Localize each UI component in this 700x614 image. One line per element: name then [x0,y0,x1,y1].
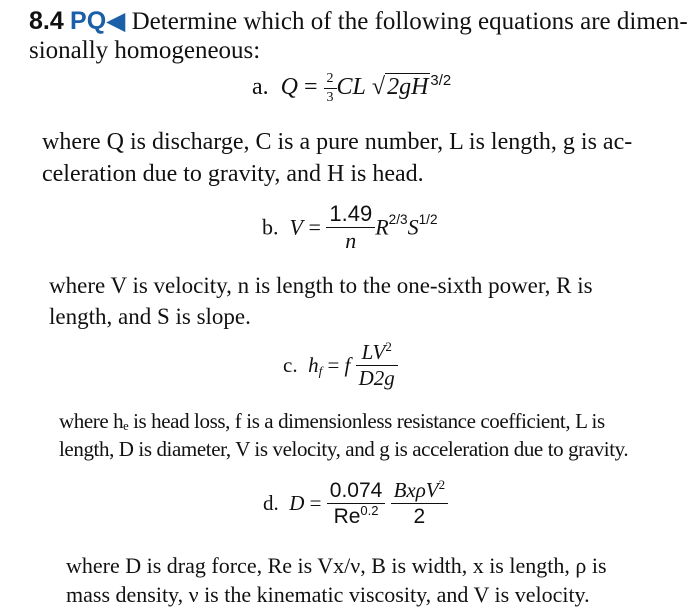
equals-sign: = [308,214,321,240]
where-line: where V is velocity, n is length to the one-sixth power, R is [49,273,593,298]
where-line: where hₑ is head loss, f is a dimensionless resistance coefficient, L is [59,409,605,433]
where-line: length, and S is slope. [49,304,251,329]
equation-d-label: d. [263,491,279,515]
equation-d-fraction-2 [391,477,449,528]
sqrt-icon: √ [371,74,386,101]
fraction-denominator: n [345,228,357,253]
equation-b-where [49,270,593,332]
fraction-numerator: 1.49 [326,203,375,228]
where-line: where D is drag force, Re is Vx/ν, B is width, x is length, ρ is [66,553,607,578]
fraction-denominator: D2g [358,366,395,390]
equation-a-exponent: 3/2 [430,73,452,90]
heading-line-2-row [29,38,260,63]
heading-line-1: Determine which of the following equations are dimen- [131,8,688,35]
equation-d-fraction-1 [327,480,386,527]
equation-c-lhs-sub: f [318,363,323,379]
coef-denominator: 3 [326,90,334,105]
equation-b-fraction [326,203,375,252]
numerator-text: LV [361,340,386,364]
where-line: celeration due to gravity, and H is head. [42,161,424,187]
numerator-text: BxρV [393,478,439,502]
equation-a-label: a. [252,74,269,101]
equals-sign: = [309,491,322,515]
problem-number: 8.4 [29,7,64,35]
fraction-denominator [327,504,386,527]
equation-b-var2: S [407,214,419,240]
fraction-denominator: 2 [413,505,426,528]
pq-tag: PQ [70,7,107,35]
coef-numerator: 2 [324,72,337,89]
triangle-left-icon: ◀ [106,6,126,35]
numerator-exponent: 2 [385,339,392,354]
where-line: length, D is diameter, V is velocity, and g is acceleration due to gravity. [59,437,629,461]
fraction-numerator [356,339,398,366]
equation-d [263,477,448,528]
denominator-text: Re [333,505,361,528]
equation-c-label: c. [283,353,298,377]
problem-heading [29,8,688,34]
equation-b-lhs: V [289,214,303,240]
equation-c-fraction [356,339,398,390]
heading-line-2: sionally homogeneous: [29,37,261,64]
equation-a-lhs: Q [280,74,298,101]
equation-c [283,339,398,390]
where-line: mass density, ν is the kinematic viscosity, and V is velocity. [66,582,590,607]
equation-b-exp2: 1/2 [418,212,438,228]
equation-b-exp1: 2/3 [388,212,408,228]
equation-c-lhs: h [308,353,319,377]
numerator-exponent: 2 [438,477,446,492]
denominator-exponent: 0.2 [360,503,379,518]
where-line: where Q is discharge, C is a pure number, L is length, g is ac- [42,129,633,155]
equals-sign: = [327,353,340,377]
equation-a-coefficient [324,72,337,105]
equation-c-where [59,407,628,463]
fraction-numerator [391,477,449,504]
equation-a-where [42,126,632,190]
fraction-numerator: 0.074 [327,480,386,504]
equation-b [262,203,438,252]
equals-sign: = [304,74,318,101]
equation-c-factor: f [344,353,351,377]
equation-a-radicand: 2gH [387,74,429,101]
equation-a-factor: CL [336,74,366,101]
equation-b-var1: R [375,214,389,240]
equation-a [252,72,451,105]
equation-b-label: b. [262,214,279,240]
equation-d-where [66,551,607,609]
equation-d-lhs: D [289,491,305,515]
